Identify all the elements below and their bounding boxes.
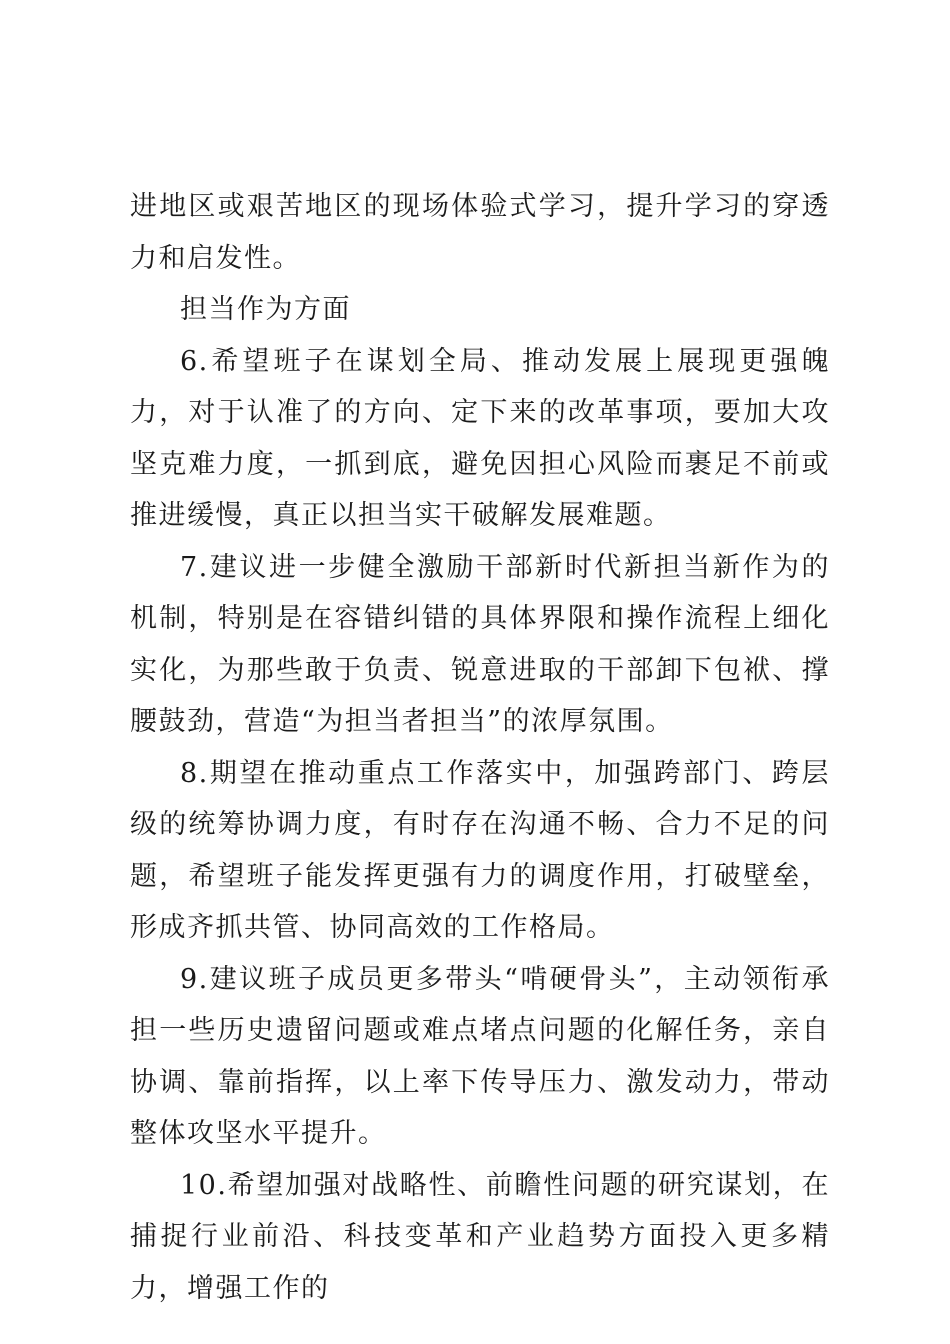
document-body	[130, 181, 830, 1314]
paragraph-continuation: 进地区或艰苦地区的现场体验式学习，提升学习的穿透力和启发性。	[130, 191, 830, 274]
paragraph-item-7: 7.建议进一步健全激励干部新时代新担当新作为的机制，特别是在容错纠错的具体界限和操作流程上细化实化，为那些敢于负责、锐意进取的干部卸下包袱、撑腰鼓劲，营造“为担当者担当”的浓厚氛围。	[130, 551, 830, 737]
paragraph-item-9: 9.建议班子成员更多带头“啃硬骨头”，主动领衔承担一些历史遗留问题或难点堵点问题的化解任务，亲自协调、靠前指挥，以上率下传导压力、激发动力，带动整体攻坚水平提升。	[130, 963, 830, 1149]
paragraph-item-8: 8.期望在推动重点工作落实中，加强跨部门、跨层级的统筹协调力度，有时存在沟通不畅、合力不足的问题，希望班子能发挥更强有力的调度作用，打破壁垒，形成齐抓共管、协同高效的工作格局。	[130, 757, 830, 943]
section-heading: 担当作为方面	[180, 294, 351, 325]
paragraph-item-6: 6.希望班子在谋划全局、推动发展上展现更强魄力，对于认准了的方向、定下来的改革事项，要加大攻坚克难力度，一抓到底，避免因担心风险而裹足不前或推进缓慢，真正以担当实干破解发展难题。	[130, 345, 830, 531]
paragraph-item-10: 10.希望加强对战略性、前瞻性问题的研究谋划，在捕捉行业前沿、科技变革和产业趋势方面投入更多精力，增强工作的	[130, 1169, 830, 1304]
